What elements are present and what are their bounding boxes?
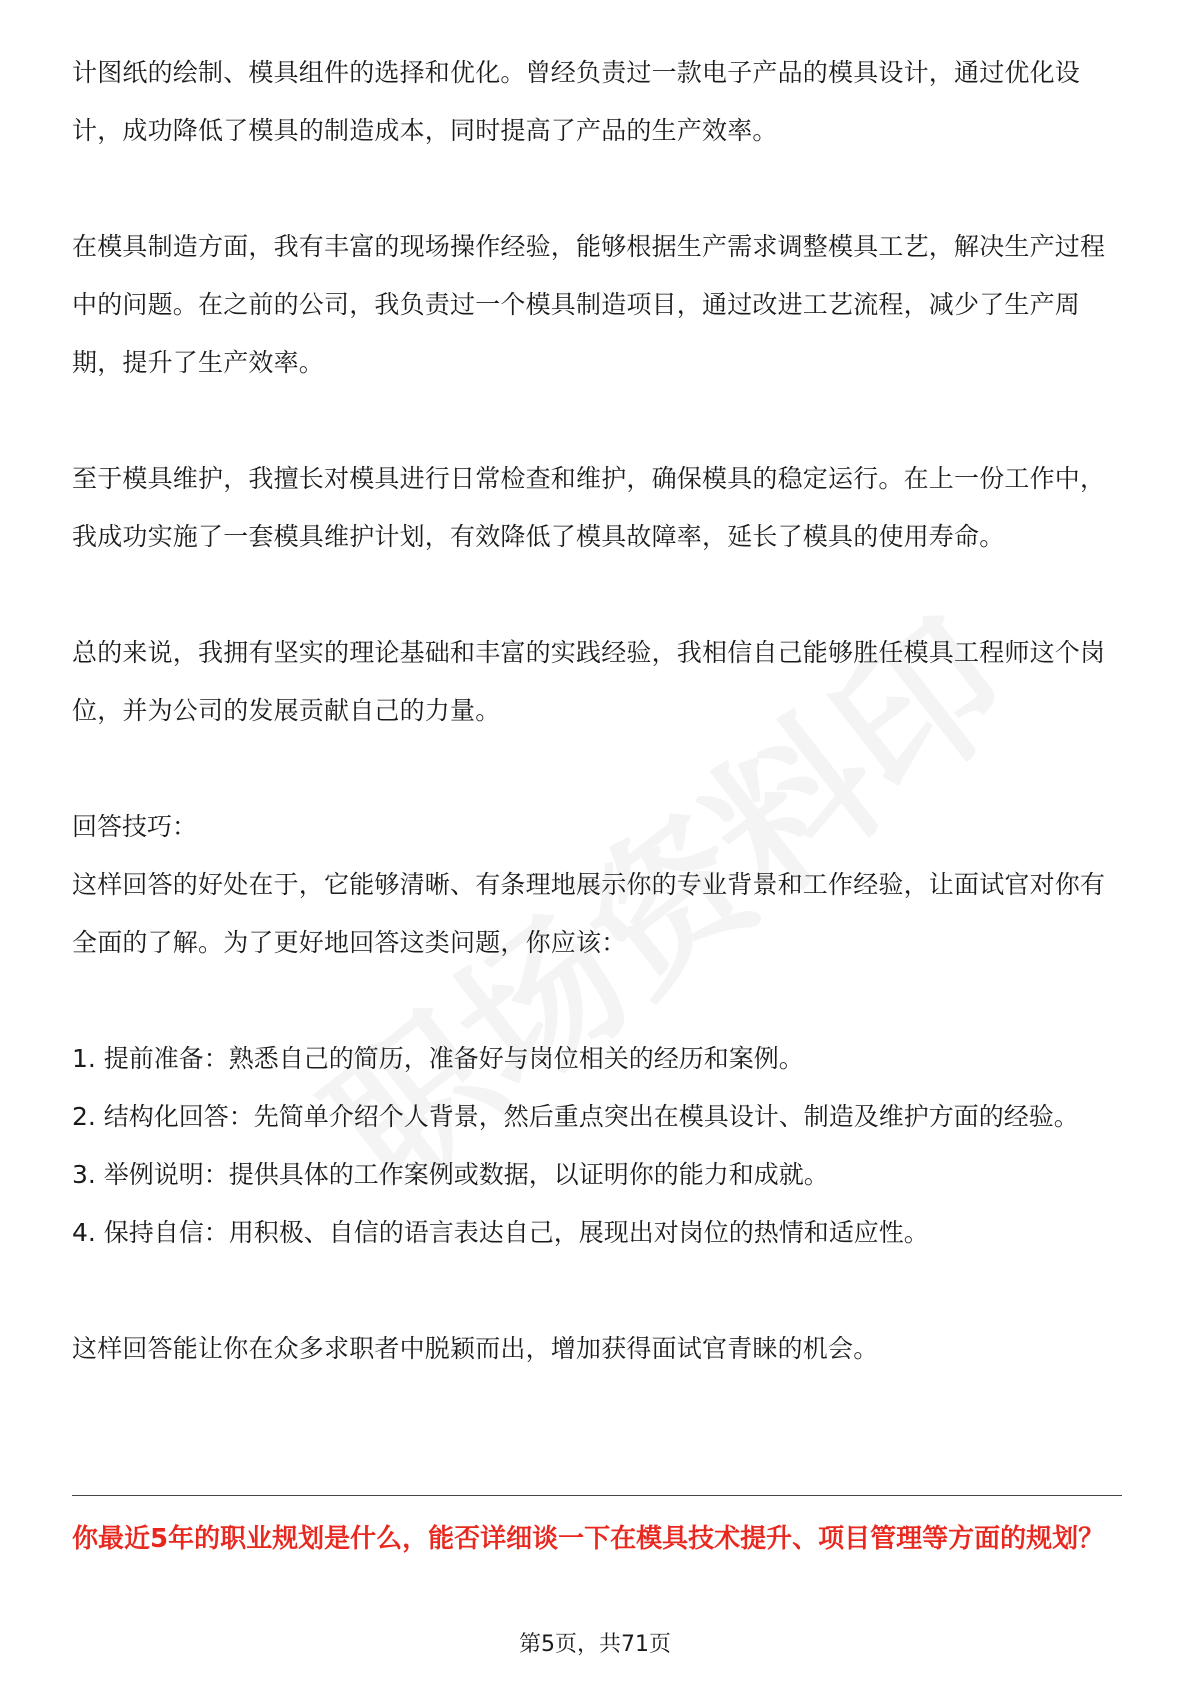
tips-heading: 回答技巧：	[72, 812, 198, 841]
paragraph-gap	[72, 566, 1122, 624]
next-question-heading: 你最近5年的职业规划是什么，能否详细谈一下在模具技术提升、项目管理等方面的规划？	[72, 1524, 1105, 1554]
page-number: 第5页，共71页	[519, 1632, 671, 1657]
tip-item: 3. 举例说明：提供具体的工作案例或数据，以证明你的能力和成就。	[72, 1160, 829, 1189]
answer-body	[72, 44, 1122, 1378]
section-divider	[72, 1495, 1122, 1496]
paragraph-gap	[72, 1262, 1122, 1320]
paragraph-gap	[72, 740, 1122, 798]
paragraph-manufacturing-experience: 在模具制造方面，我有丰富的现场操作经验，能够根据生产需求调整模具工艺，解决生产过程中的问题。在之前的公司，我负责过一个模具制造项目，通过改进工艺流程，减少了生产周期，提升了生产效率。	[72, 232, 1106, 377]
closing-paragraph: 这样回答能让你在众多求职者中脱颖而出，增加获得面试官青睐的机会。	[72, 1334, 879, 1363]
tip-item: 1. 提前准备：熟悉自己的简历，准备好与岗位相关的经历和案例。	[72, 1044, 804, 1073]
tip-item: 4. 保持自信：用积极、自信的语言表达自己，展现出对岗位的热情和适应性。	[72, 1218, 929, 1247]
paragraph-gap	[72, 160, 1122, 218]
tips-intro: 这样回答的好处在于，它能够清晰、有条理地展示你的专业背景和工作经验，让面试官对你有全面的了解。为了更好地回答这类问题，你应该：	[72, 870, 1106, 957]
paragraph-summary: 总的来说，我拥有坚实的理论基础和丰富的实践经验，我相信自己能够胜任模具工程师这个岗位，并为公司的发展贡献自己的力量。	[72, 638, 1106, 725]
tip-item: 2. 结构化回答：先简单介绍个人背景，然后重点突出在模具设计、制造及维护方面的经验。	[72, 1102, 1079, 1131]
paragraph-design-experience: 计图纸的绘制、模具组件的选择和优化。曾经负责过一款电子产品的模具设计，通过优化设计，成功降低了模具的制造成本，同时提高了产品的生产效率。	[72, 58, 1081, 145]
tips-list	[72, 1030, 1122, 1262]
paragraph-gap	[72, 392, 1122, 450]
paragraph-maintenance-experience: 至于模具维护，我擅长对模具进行日常检查和维护，确保模具的稳定运行。在上一份工作中，我成功实施了一套模具维护计划，有效降低了模具故障率，延长了模具的使用寿命。	[72, 464, 1106, 551]
paragraph-gap	[72, 972, 1122, 1030]
